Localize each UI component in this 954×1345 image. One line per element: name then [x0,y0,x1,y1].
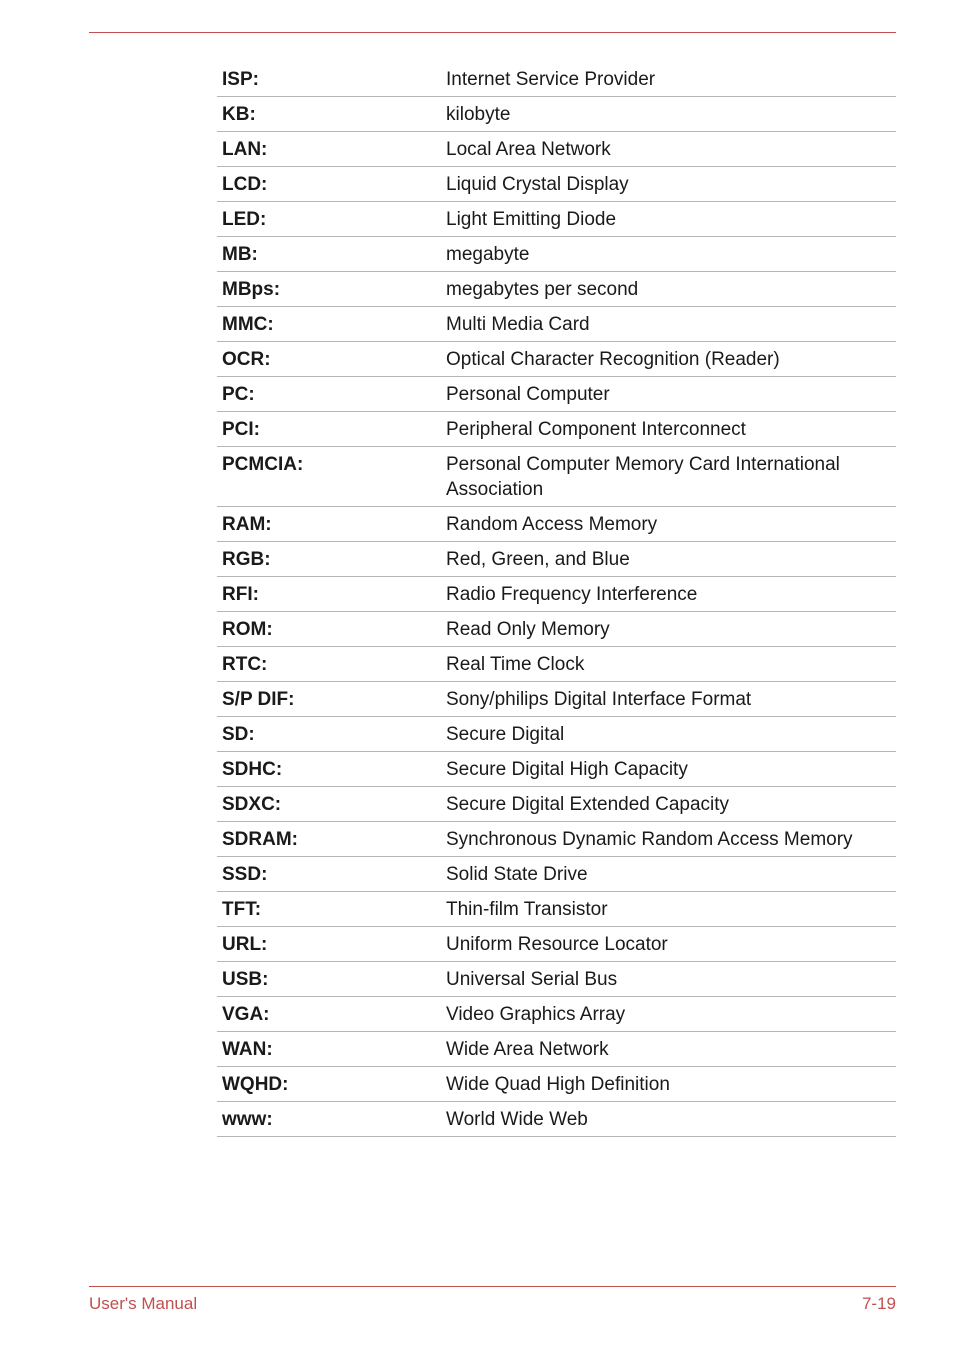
glossary-row [217,857,896,892]
glossary-row [217,577,896,612]
glossary-row [217,272,896,307]
glossary-term: RGB: [222,549,271,570]
glossary-row [217,927,896,962]
footer-manual-title: User's Manual [89,1294,198,1313]
glossary-term: MBps: [222,279,281,300]
glossary-row [217,412,896,447]
glossary-definition: Light Emitting Diode [446,209,617,230]
glossary-term: LED: [222,209,267,230]
glossary-term: KB: [222,104,256,125]
glossary-row [217,682,896,717]
glossary-term: MMC: [222,314,274,335]
glossary-term: SDHC: [222,759,283,780]
glossary-term: SDXC: [222,794,282,815]
glossary-term: WAN: [222,1039,273,1060]
glossary-row [217,752,896,787]
glossary-term: RTC: [222,654,268,675]
glossary-definition: Sony/philips Digital Interface Format [446,689,752,710]
glossary-term: www: [222,1109,273,1130]
glossary-definition: Multi Media Card [446,314,590,335]
glossary-definition: Solid State Drive [446,864,588,885]
glossary-row [217,647,896,682]
glossary-definition: Local Area Network [446,139,611,160]
glossary-row [217,1032,896,1067]
glossary-row [217,542,896,577]
glossary-term: OCR: [222,349,271,370]
glossary-term: PCI: [222,419,260,440]
glossary-definition: Secure Digital High Capacity [446,759,688,780]
glossary-term: MB: [222,244,258,265]
glossary-table [217,62,896,1137]
glossary-row [217,892,896,927]
glossary-row [217,447,896,507]
glossary-term: ISP: [222,69,259,90]
glossary-definition: Secure Digital [446,724,565,745]
glossary-row [217,97,896,132]
glossary-row [217,1067,896,1102]
glossary-definition: Peripheral Component Interconnect [446,419,746,440]
glossary-definition: Red, Green, and Blue [446,549,630,570]
glossary-row [217,307,896,342]
glossary-term: RFI: [222,584,259,605]
glossary-term: LCD: [222,174,268,195]
glossary-definition: megabyte [446,244,530,265]
glossary-row [217,507,896,542]
glossary-row [217,997,896,1032]
glossary-row [217,202,896,237]
glossary-row [217,167,896,202]
glossary-row [217,612,896,647]
glossary-row [217,822,896,857]
glossary-definition: Random Access Memory [446,514,658,535]
glossary-definition: kilobyte [446,104,511,125]
glossary-definition: Video Graphics Array [446,1004,626,1025]
glossary-term: TFT: [222,899,262,920]
glossary-term: S/P DIF: [222,689,295,710]
glossary-term: URL: [222,934,268,955]
header-rule [89,32,896,33]
glossary-definition: Wide Quad High Definition [446,1074,670,1095]
glossary-row [217,342,896,377]
glossary-definition: Real Time Clock [446,654,585,675]
glossary-term: VGA: [222,1004,270,1025]
glossary-definition: Wide Area Network [446,1039,609,1060]
glossary-row [217,132,896,167]
glossary-term: SDRAM: [222,829,298,850]
glossary-row [217,377,896,412]
glossary-term: WQHD: [222,1074,289,1095]
glossary-term: PCMCIA: [222,454,304,475]
glossary-term: ROM: [222,619,273,640]
glossary-term: LAN: [222,139,268,160]
glossary-term: PC: [222,384,255,405]
glossary-definition: Uniform Resource Locator [446,934,668,955]
glossary-definition: Read Only Memory [446,619,610,640]
glossary-definition: megabytes per second [446,279,639,300]
footer-rule [89,1286,896,1287]
glossary-definition: Internet Service Provider [446,69,656,90]
glossary-term: USB: [222,969,269,990]
glossary-row [217,237,896,272]
glossary-definition: Synchronous Dynamic Random Access Memory [446,829,853,850]
footer-page-number: 7-19 [861,1294,896,1313]
glossary-row [217,1102,896,1137]
glossary-definition: Personal Computer [446,384,610,405]
glossary-row [217,787,896,822]
glossary-definition: Radio Frequency Interference [446,584,698,605]
glossary-term: SD: [222,724,255,745]
glossary-term: SSD: [222,864,268,885]
glossary-definition: Secure Digital Extended Capacity [446,794,730,815]
glossary-definition: Thin-film Transistor [446,899,608,920]
glossary-term: RAM: [222,514,272,535]
glossary-definition: Personal Computer Memory Card International Association [446,454,840,500]
glossary-definition: World Wide Web [446,1109,588,1130]
glossary-row [217,962,896,997]
glossary-row [217,62,896,97]
glossary-definition: Liquid Crystal Display [446,174,629,195]
glossary-definition: Optical Character Recognition (Reader) [446,349,780,370]
glossary-row [217,717,896,752]
glossary-definition: Universal Serial Bus [446,969,618,990]
